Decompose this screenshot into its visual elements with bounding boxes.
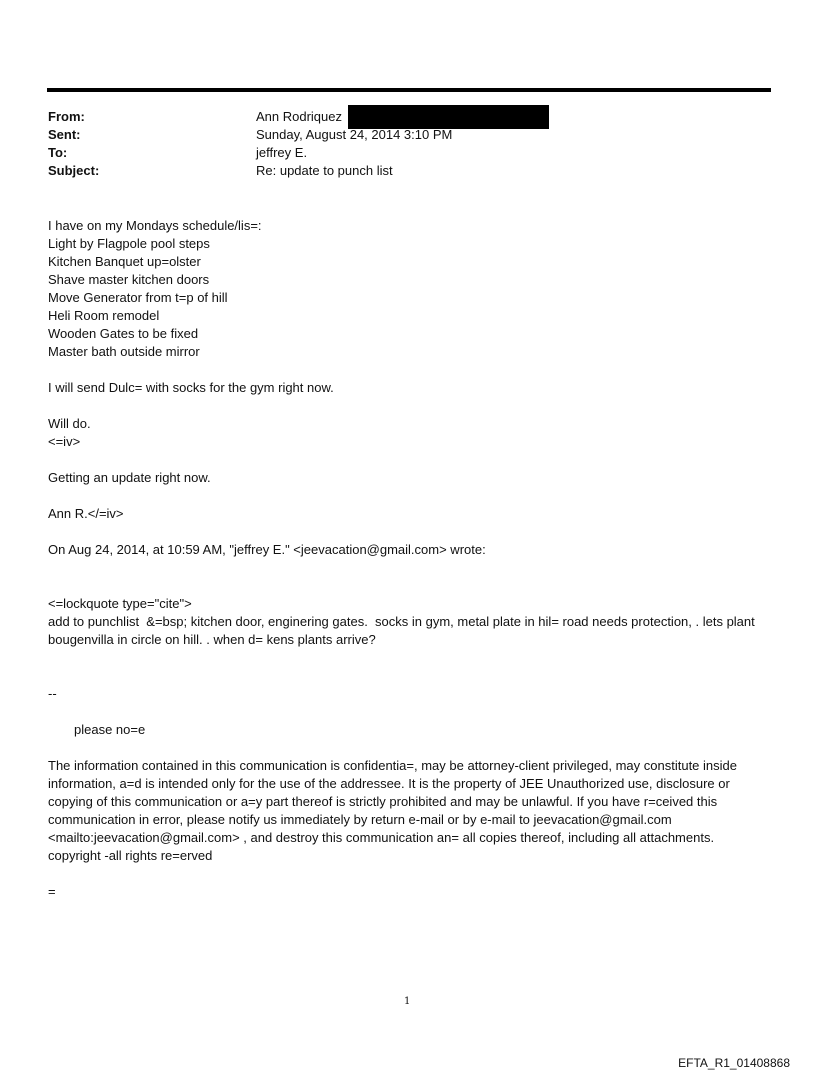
please-note: please no=e — [74, 722, 146, 737]
signature-dashes: -- — [48, 686, 57, 701]
quote-intro: On Aug 24, 2014, at 10:59 AM, "jeffrey E." <jeevacation@gmail.com> wrote: — [48, 542, 486, 557]
list-item: Shave master kitchen doors — [48, 272, 210, 287]
update-line: Getting an update right now. — [48, 470, 211, 485]
to-value: jeffrey E. — [256, 145, 308, 160]
punchlist-text: add to punchlist &=bsp; kitchen door, enginering gates. socks in gym, metal plate in hil= road needs protection, . lets plant bougenvilla in circle on hill. . when d= kens plants arrive? — [48, 614, 759, 647]
sent-value: Sunday, August 24, 2014 3:10 PM — [256, 127, 453, 142]
from-label: From: — [48, 109, 85, 124]
subject-label: Subject: — [48, 163, 100, 178]
document-id: EFTA_R1_01408868 — [678, 1056, 790, 1070]
signoff-line: Ann R.</=iv> — [48, 506, 124, 521]
will-do-line: Will do. — [48, 416, 91, 431]
div-tag-line: <=iv> — [48, 434, 81, 449]
header-rule — [47, 88, 771, 92]
list-item: Master bath outside mirror — [48, 344, 200, 359]
sent-label: Sent: — [48, 127, 81, 142]
to-label: To: — [48, 145, 68, 160]
page-number: 1 — [404, 996, 411, 1007]
trailing-char: = — [48, 884, 56, 899]
list-item: Heli Room remodel — [48, 308, 160, 323]
subject-value: Re: update to punch list — [256, 163, 393, 178]
list-item: Wooden Gates to be fixed — [48, 326, 199, 341]
disclaimer-text: The information contained in this communication is confidentia=, may be attorney-client privileged, may constitute inside information, a=d is intended only for the use of the addressee. It is the property of JEE Unauthorized use, disclosure or copying of this communication or a=y part thereof is strictly prohibited and may be unlawful. If you have r=ceived this communication in error, please notify us immediately by return e-mail or by e-mail to jeevacation@gmail.com <mailto:jeevacation@gmail.com> , and destroy this communication an= all copies thereof, including all attachments. copyright -all rights re=erved — [48, 758, 741, 863]
from-value: Ann Rodriquez — [256, 109, 342, 124]
intro-line: I have on my Mondays schedule/lis=: — [48, 218, 262, 233]
list-item: Kitchen Banquet up=olster — [48, 254, 201, 269]
send-line: I will send Dulc= with socks for the gym right now. — [48, 380, 334, 395]
list-item: Move Generator from t=p of hill — [48, 290, 228, 305]
blockquote-tag: <=lockquote type="cite"> — [48, 596, 192, 611]
email-body — [48, 217, 768, 901]
list-item: Light by Flagpole pool steps — [48, 236, 210, 251]
